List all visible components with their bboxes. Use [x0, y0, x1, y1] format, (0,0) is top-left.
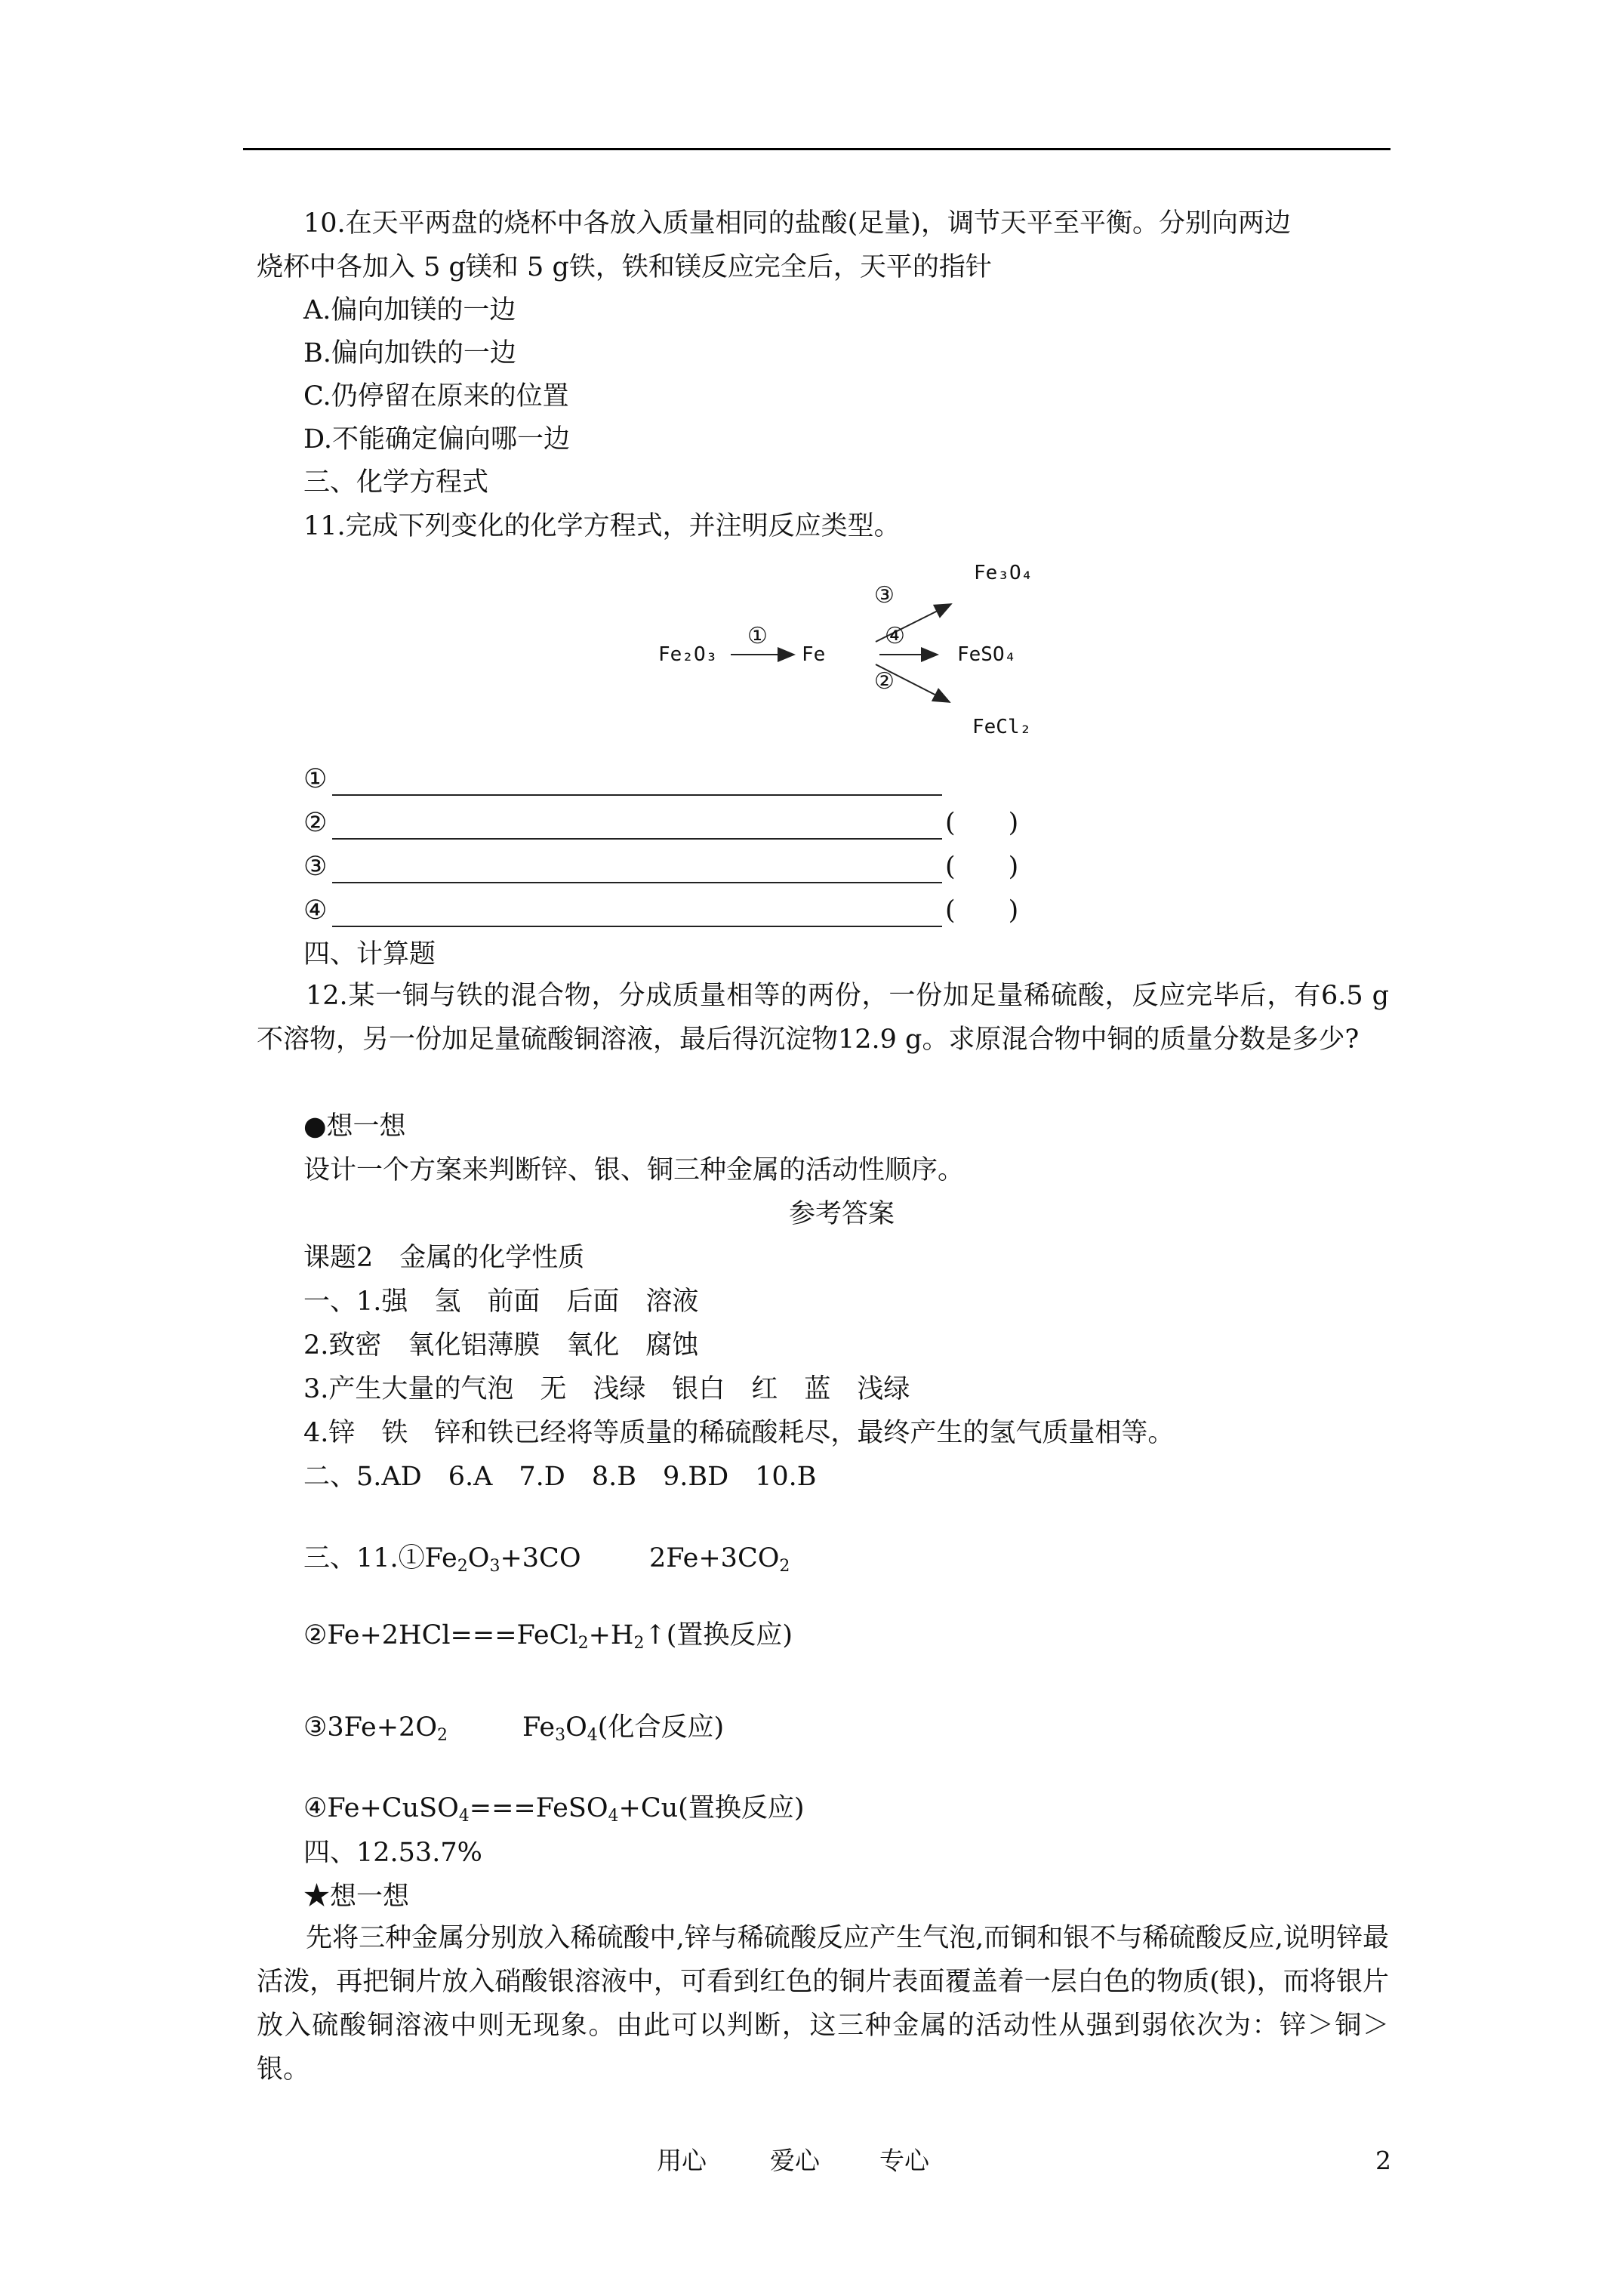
blank-marker-2: ②: [303, 808, 328, 838]
q10-option-c: C.仍停留在原来的位置: [303, 381, 569, 411]
diagram-step1: ①: [747, 623, 768, 649]
q11-stem: 11.完成下列变化的化学方程式，并注明反应类型。: [303, 511, 901, 541]
answer-line-4: 4.锌 铁 锌和铁已经将等质量的稀硫酸耗尽，最终产生的氢气质量相等。: [303, 1418, 1175, 1448]
blank-line-4[interactable]: [332, 926, 942, 927]
equation-1-product: $2Fe+3CO_2$: [649, 1543, 790, 1576]
blank-marker-4: ④: [303, 895, 328, 926]
q12-text: 12.某一铜与铁的混合物，分成质量相等的两份，一份加足量稀硫酸，反应完毕后，有6.5 g不溶物，另一份加足量硫酸铜溶液，最后得沉淀物12.9 g。求原混合物中铜的质量分数是多少?: [257, 981, 1389, 1055]
diagram-middle: Fe: [802, 643, 826, 666]
diagram-product-feso4: FeSO₄: [957, 643, 1017, 666]
answer-line-2: 2.致密 氧化铝薄膜 氧化 腐蚀: [303, 1330, 699, 1361]
q10-stem-line1: 10.在天平两盘的烧杯中各放入质量相同的盐酸(足量)，调节天平至平衡。分别向两边: [303, 208, 1291, 239]
equation-4: ④Fe+CuSO$_4$===FeSO$_4$+Cu(置换反应): [303, 1793, 805, 1826]
think-text: 设计一个方案来判断锌、银、铜三种金属的活动性顺序。: [303, 1155, 965, 1185]
answers-topic: 课题2 金属的化学性质: [303, 1243, 585, 1273]
footer-aixin: 爱心: [770, 2146, 820, 2175]
footer-yongxin: 用心: [657, 2146, 707, 2175]
blank-marker-1: ①: [303, 764, 328, 794]
answers-title: 参考答案: [789, 1199, 895, 1229]
section4-title: 四、计算题: [303, 939, 436, 969]
diagram-product-fecl2: FeCl₂: [972, 716, 1032, 738]
q10-option-b: B.偏向加铁的一边: [303, 338, 516, 368]
header-rule: [243, 148, 1390, 150]
blank-type-2: ( ): [945, 808, 1019, 838]
q10-stem-line2: 烧杯中各加入 5 g镁和 5 g铁，铁和镁反应完全后，天平的指针: [257, 252, 992, 282]
answer-line-1: 一、1.强 氢 前面 后面 溶液: [303, 1287, 699, 1317]
diagram-step2: ②: [874, 668, 895, 695]
diagram-start: Fe₂O₃: [658, 643, 718, 666]
blank-type-3: ( ): [945, 852, 1019, 882]
answer-line-3: 3.产生大量的气泡 无 浅绿 银白 红 蓝 浅绿: [303, 1374, 910, 1404]
blank-line-2[interactable]: [332, 838, 942, 840]
page-number: 2: [1375, 2146, 1391, 2175]
diagram-step3: ③: [874, 582, 895, 609]
equation-3-product: $Fe_3O_4$(化合反应): [522, 1712, 725, 1745]
reaction-diagram: [657, 551, 1049, 747]
diagram-step4: ④: [885, 623, 905, 649]
think-answer-title: ★想一想: [303, 1881, 410, 1912]
answer-line-5: 二、5.AD 6.A 7.D 8.B 9.BD 10.B: [303, 1462, 817, 1492]
blank-marker-3: ③: [303, 852, 328, 882]
q10-option-a: A.偏向加镁的一边: [303, 295, 516, 325]
blank-line-1[interactable]: [332, 794, 942, 796]
blank-line-3[interactable]: [332, 882, 942, 883]
blank-type-4: ( ): [945, 895, 1019, 926]
equation-2: $②Fe+2HCl===FeCl_2+H_2↑$(置换反应): [303, 1620, 793, 1653]
equation-1: 三、$11.①Fe_2O_3+3CO$: [303, 1543, 581, 1576]
footer-zhuanxin: 专心: [879, 2146, 929, 2175]
equation-3: $③3Fe+2O_2$: [303, 1712, 448, 1745]
think-title: ●想一想: [303, 1111, 406, 1142]
diagram-product-fe3o4: Fe₃O₄: [974, 562, 1033, 584]
think-answer-text: 先将三种金属分别放入稀硫酸中,锌与稀硫酸反应产生气泡,而铜和银不与稀硫酸反应,说明锌最活泼，再把铜片放入硝酸银溶液中，可看到红色的铜片表面覆盖着一层白色的物质(银)，而将银片放入硫酸铜溶液中则无现象。由此可以判断，这三种金属的活动性从强到弱依次为：锌＞铜＞银。: [257, 1923, 1389, 2085]
q10-option-d: D.不能确定偏向哪一边: [303, 424, 570, 455]
section3-title: 三、化学方程式: [303, 467, 489, 498]
answer-12: 四、12.53.7%: [303, 1838, 482, 1868]
